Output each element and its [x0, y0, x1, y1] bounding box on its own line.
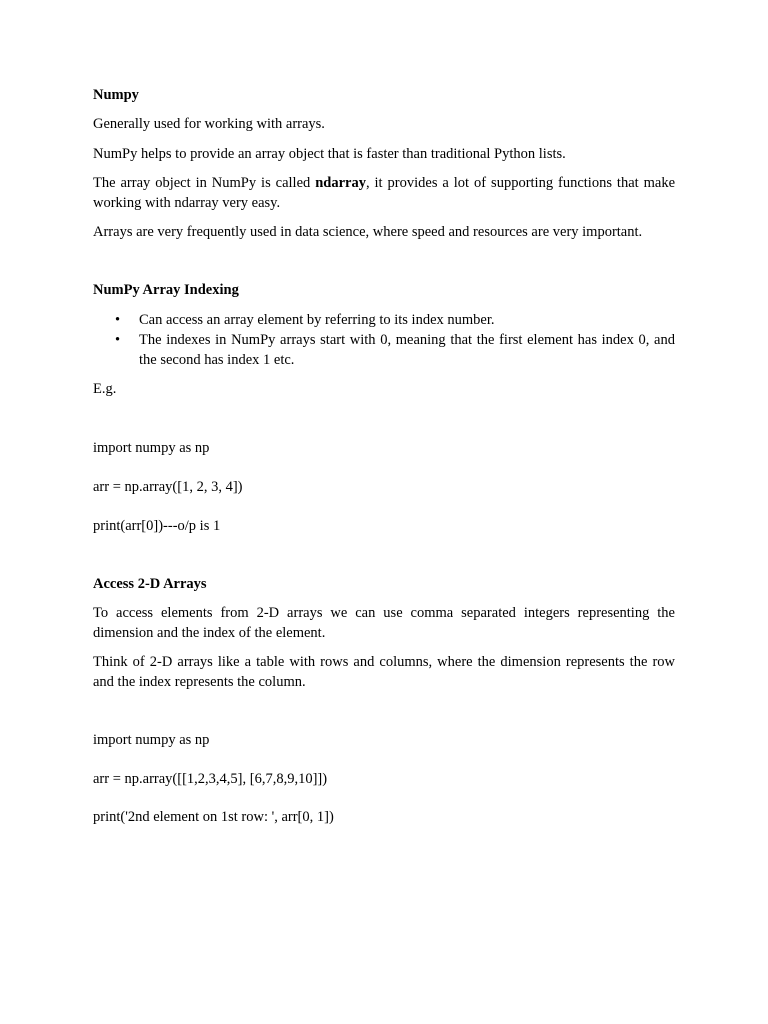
heading-array-indexing: NumPy Array Indexing: [93, 281, 239, 298]
code-line-array: arr = np.array([1, 2, 3, 4]): [93, 479, 243, 495]
code-line-array-2d: arr = np.array([[1,2,3,4,5], [6,7,8,9,10]]): [93, 770, 328, 787]
numpy-paragraph-1: Generally used for working with arrays.: [93, 116, 325, 132]
example-label: E.g.: [93, 381, 117, 397]
numpy-paragraph-3: [93, 174, 675, 213]
numpy-paragraph-3-text-b: , it provides a lot of supporting functions that make working with ndarray very easy.: [93, 175, 675, 211]
access2d-paragraph-2: Think of 2-D arrays like a table with rows and columns, where the dimension represents the row and the index represents the column.: [93, 654, 675, 690]
code-line-import: import numpy as np: [93, 439, 210, 456]
numpy-paragraph-4: Arrays are very frequently used in data science, where speed and resources are very important.: [93, 224, 643, 240]
list-item-text: The indexes in NumPy arrays start with 0, meaning that the first element has index 0, and the second has index 1 etc.: [139, 332, 675, 368]
numpy-paragraph-3-text-a: The array object in NumPy is called: [93, 175, 316, 191]
bullet-icon: •: [115, 332, 121, 348]
numpy-paragraph-2: NumPy helps to provide an array object that is faster than traditional Python lists.: [93, 145, 566, 162]
access2d-paragraph-1: To access elements from 2-D arrays we can use comma separated integers representing the dimension and the index of the element.: [93, 605, 675, 641]
ndarray-term: ndarray: [315, 175, 366, 191]
heading-access-2d-arrays: Access 2-D Arrays: [93, 576, 207, 592]
indexing-bullet-list: [93, 311, 675, 371]
code-line-print-2d: print('2nd element on 1st row: ', arr[0, 1]): [93, 809, 334, 825]
heading-numpy: Numpy: [93, 87, 139, 103]
list-item: [93, 331, 675, 370]
code-line-print: print(arr[0])---o/p is 1: [93, 517, 221, 534]
list-item: [93, 311, 675, 331]
bullet-icon: •: [115, 311, 121, 328]
code-line-import-2d: import numpy as np: [93, 732, 210, 748]
list-item-text: Can access an array element by referring to its index number.: [139, 311, 495, 328]
document-page: [93, 86, 675, 828]
